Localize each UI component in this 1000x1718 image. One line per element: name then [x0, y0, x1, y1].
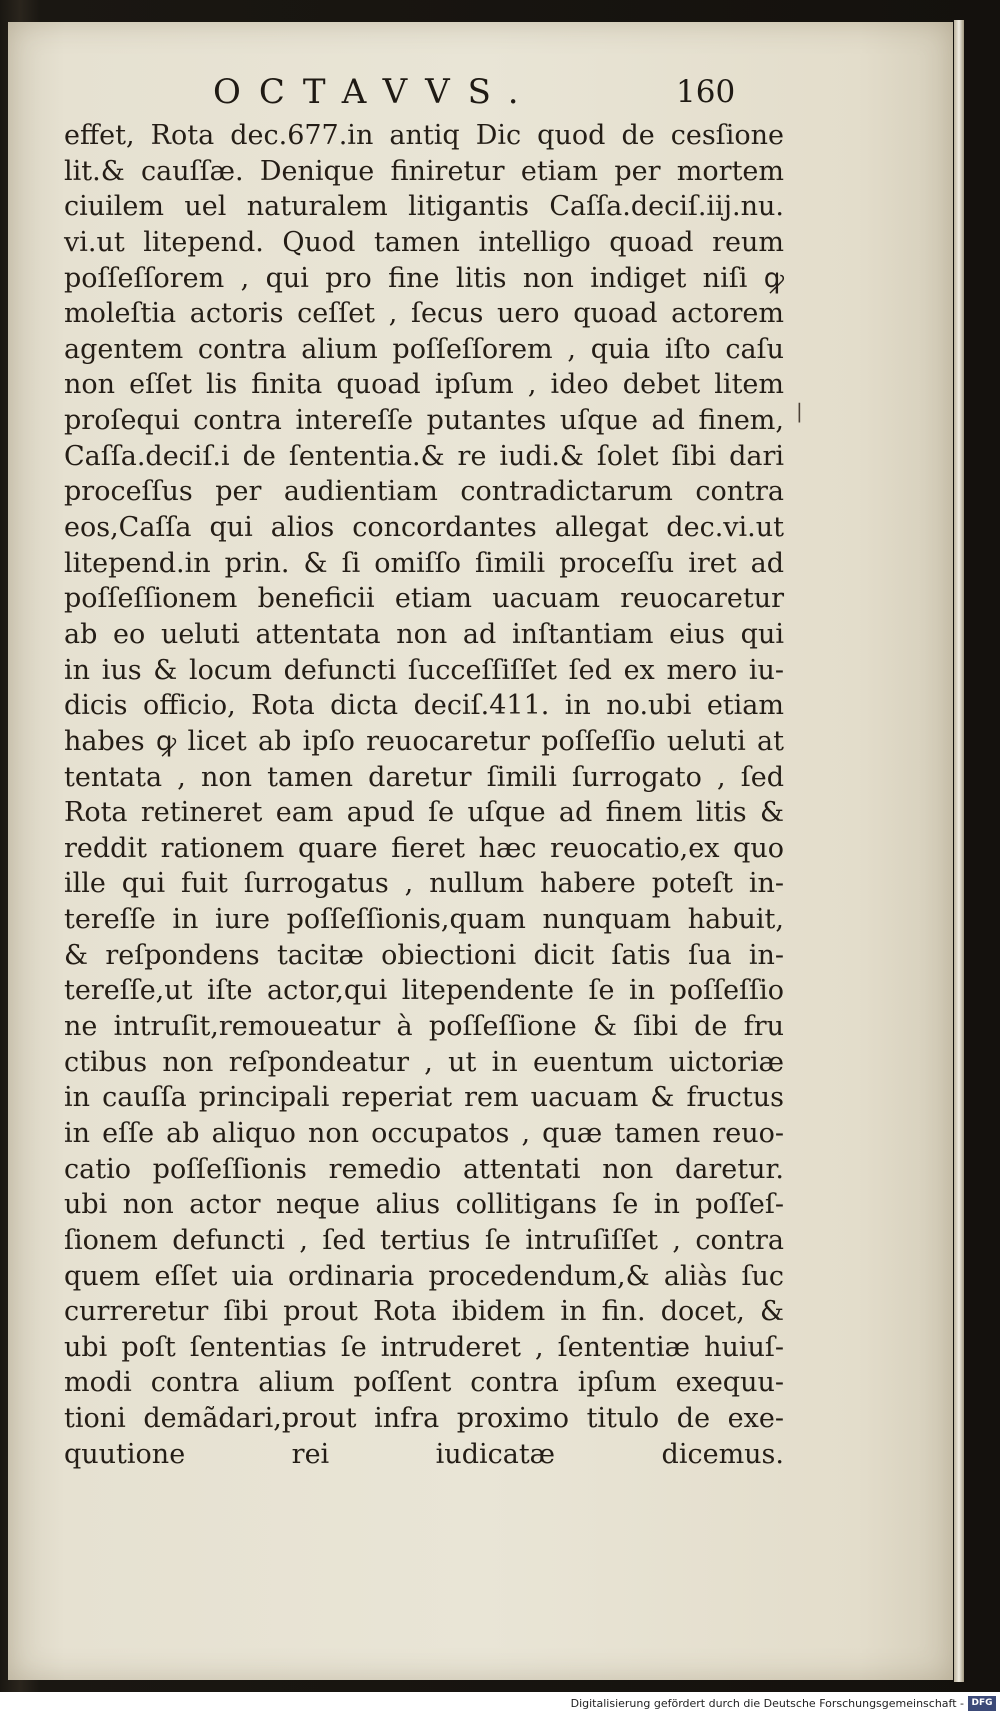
- text-line: in cauſſa principali reperiat rem uacuam & fructus: [64, 1082, 784, 1114]
- footer-credit: Digitalisierung gefördert durch die Deutsche Forschungsgemeinschaft -: [570, 1697, 964, 1710]
- text-line: quutione rei iudicatæ dicemus.: [64, 1438, 784, 1470]
- text-line: ſionem defuncti , ſed tertius ſe intruſiſſet , contra: [64, 1224, 784, 1256]
- margin-mark: |: [796, 399, 803, 423]
- text-line: proſequi contra intereſſe putantes uſque ad finem,: [64, 405, 784, 437]
- dfg-logo: DFG: [968, 1696, 996, 1711]
- footer-bar: [0, 1692, 1000, 1718]
- text-line: quem eſſet uia ordinaria procedendum,& aliàs ſuc: [64, 1260, 784, 1292]
- text-line: tereſſe in iure poſſeſſionis,quam nunquam habuit,: [64, 904, 784, 936]
- text-line: Caſſa.deciſ.i de ſententia.& re iudi.& ſolet ſibi dari: [64, 440, 784, 472]
- text-line: curreretur ſibi prout Rota ibidem in fin. docet, &: [64, 1296, 784, 1328]
- text-line: modi contra alium poſſent contra ipſum exequu-: [64, 1367, 784, 1399]
- text-line: Rota retineret eam apud ſe uſque ad finem litis &: [64, 797, 784, 829]
- text-line: ille qui fuit ſurrogatus , nullum habere poteſt in-: [64, 868, 784, 900]
- text-line: ciuilem uel naturalem litigantis Caſſa.deciſ.iij.nu.: [64, 191, 784, 223]
- text-line: poſſeſſionem beneficii etiam uacuam reuocaretur: [64, 583, 784, 615]
- text-line: non eſſet lis finita quoad ipſum , ideo debet litem: [64, 369, 784, 401]
- running-head: [8, 72, 953, 116]
- text-line: ab eo ueluti attentata non ad inſtantiam eius qui: [64, 618, 784, 650]
- text-line: eos,Caſſa qui alios concordantes allegat dec.vi.ut: [64, 512, 784, 544]
- text-line: ubi poſt ſententias ſe intruderet , ſententiæ huiuſ-: [64, 1331, 784, 1363]
- text-line: agentem contra alium poſſeſſorem , quia iſto caſu: [64, 333, 784, 365]
- text-line: reddit rationem quare fieret hæc reuocatio,ex quo: [64, 832, 784, 864]
- text-line: lit.& cauſſæ. Denique finiretur etiam per mortem: [64, 155, 784, 187]
- text-line: & reſpondens tacitæ obiectioni dicit ſatis ſua in-: [64, 939, 784, 971]
- running-title: OCTAVVS.: [213, 72, 537, 112]
- text-line: catio poſſeſſionis remedio attentati non daretur.: [64, 1153, 784, 1185]
- text-line: tereſſe,ut iſte actor,qui litependente ſe in poſſeſſio: [64, 975, 784, 1007]
- text-line: moleſtia actoris ceſſet , ſecus uero quoad actorem: [64, 298, 784, 330]
- text-line: habes ꝙ licet ab ipſo reuocaretur poſſeſſio ueluti at: [64, 725, 784, 757]
- text-line: ne intruſit,remoueatur à poſſeſſione & ſibi de fru: [64, 1011, 784, 1043]
- text-line: litepend.in prin. & ſi omiſſo ſimili proceſſu iret ad: [64, 547, 784, 579]
- text-line: ubi non actor neque alius collitigans ſe in poſſeſ-: [64, 1189, 784, 1221]
- text-line: proceſſus per audientiam contradictarum contra: [64, 476, 784, 508]
- page-edge: [954, 20, 964, 1682]
- text-line: effet, Rota dec.677.in antiq Dic quod de cesſione: [64, 120, 784, 151]
- text-line: poſſeſſorem , qui pro fine litis non indiget niſi ꝙ: [64, 262, 784, 294]
- text-line: in ius & locum defuncti ſucceſſiſſet ſed ex mero iu-: [64, 654, 784, 686]
- body-text: [64, 118, 784, 1472]
- text-line: vi.ut litepend. Quod tamen intelligo quoad reum: [64, 226, 784, 258]
- page-number: 160: [676, 74, 736, 110]
- text-line: tioni demãdari,prout infra proximo titulo de exe-: [64, 1403, 784, 1435]
- text-line: dicis officio, Rota dicta deciſ.411. in no.ubi etiam: [64, 690, 784, 722]
- book-page: [8, 22, 953, 1680]
- text-line: tentata , non tamen daretur ſimili ſurrogato , ſed: [64, 761, 784, 793]
- text-line: ctibus non reſpondeatur , ut in euentum uictoriæ: [64, 1046, 784, 1078]
- text-line: in eſſe ab aliquo non occupatos , quæ tamen reuo-: [64, 1117, 784, 1149]
